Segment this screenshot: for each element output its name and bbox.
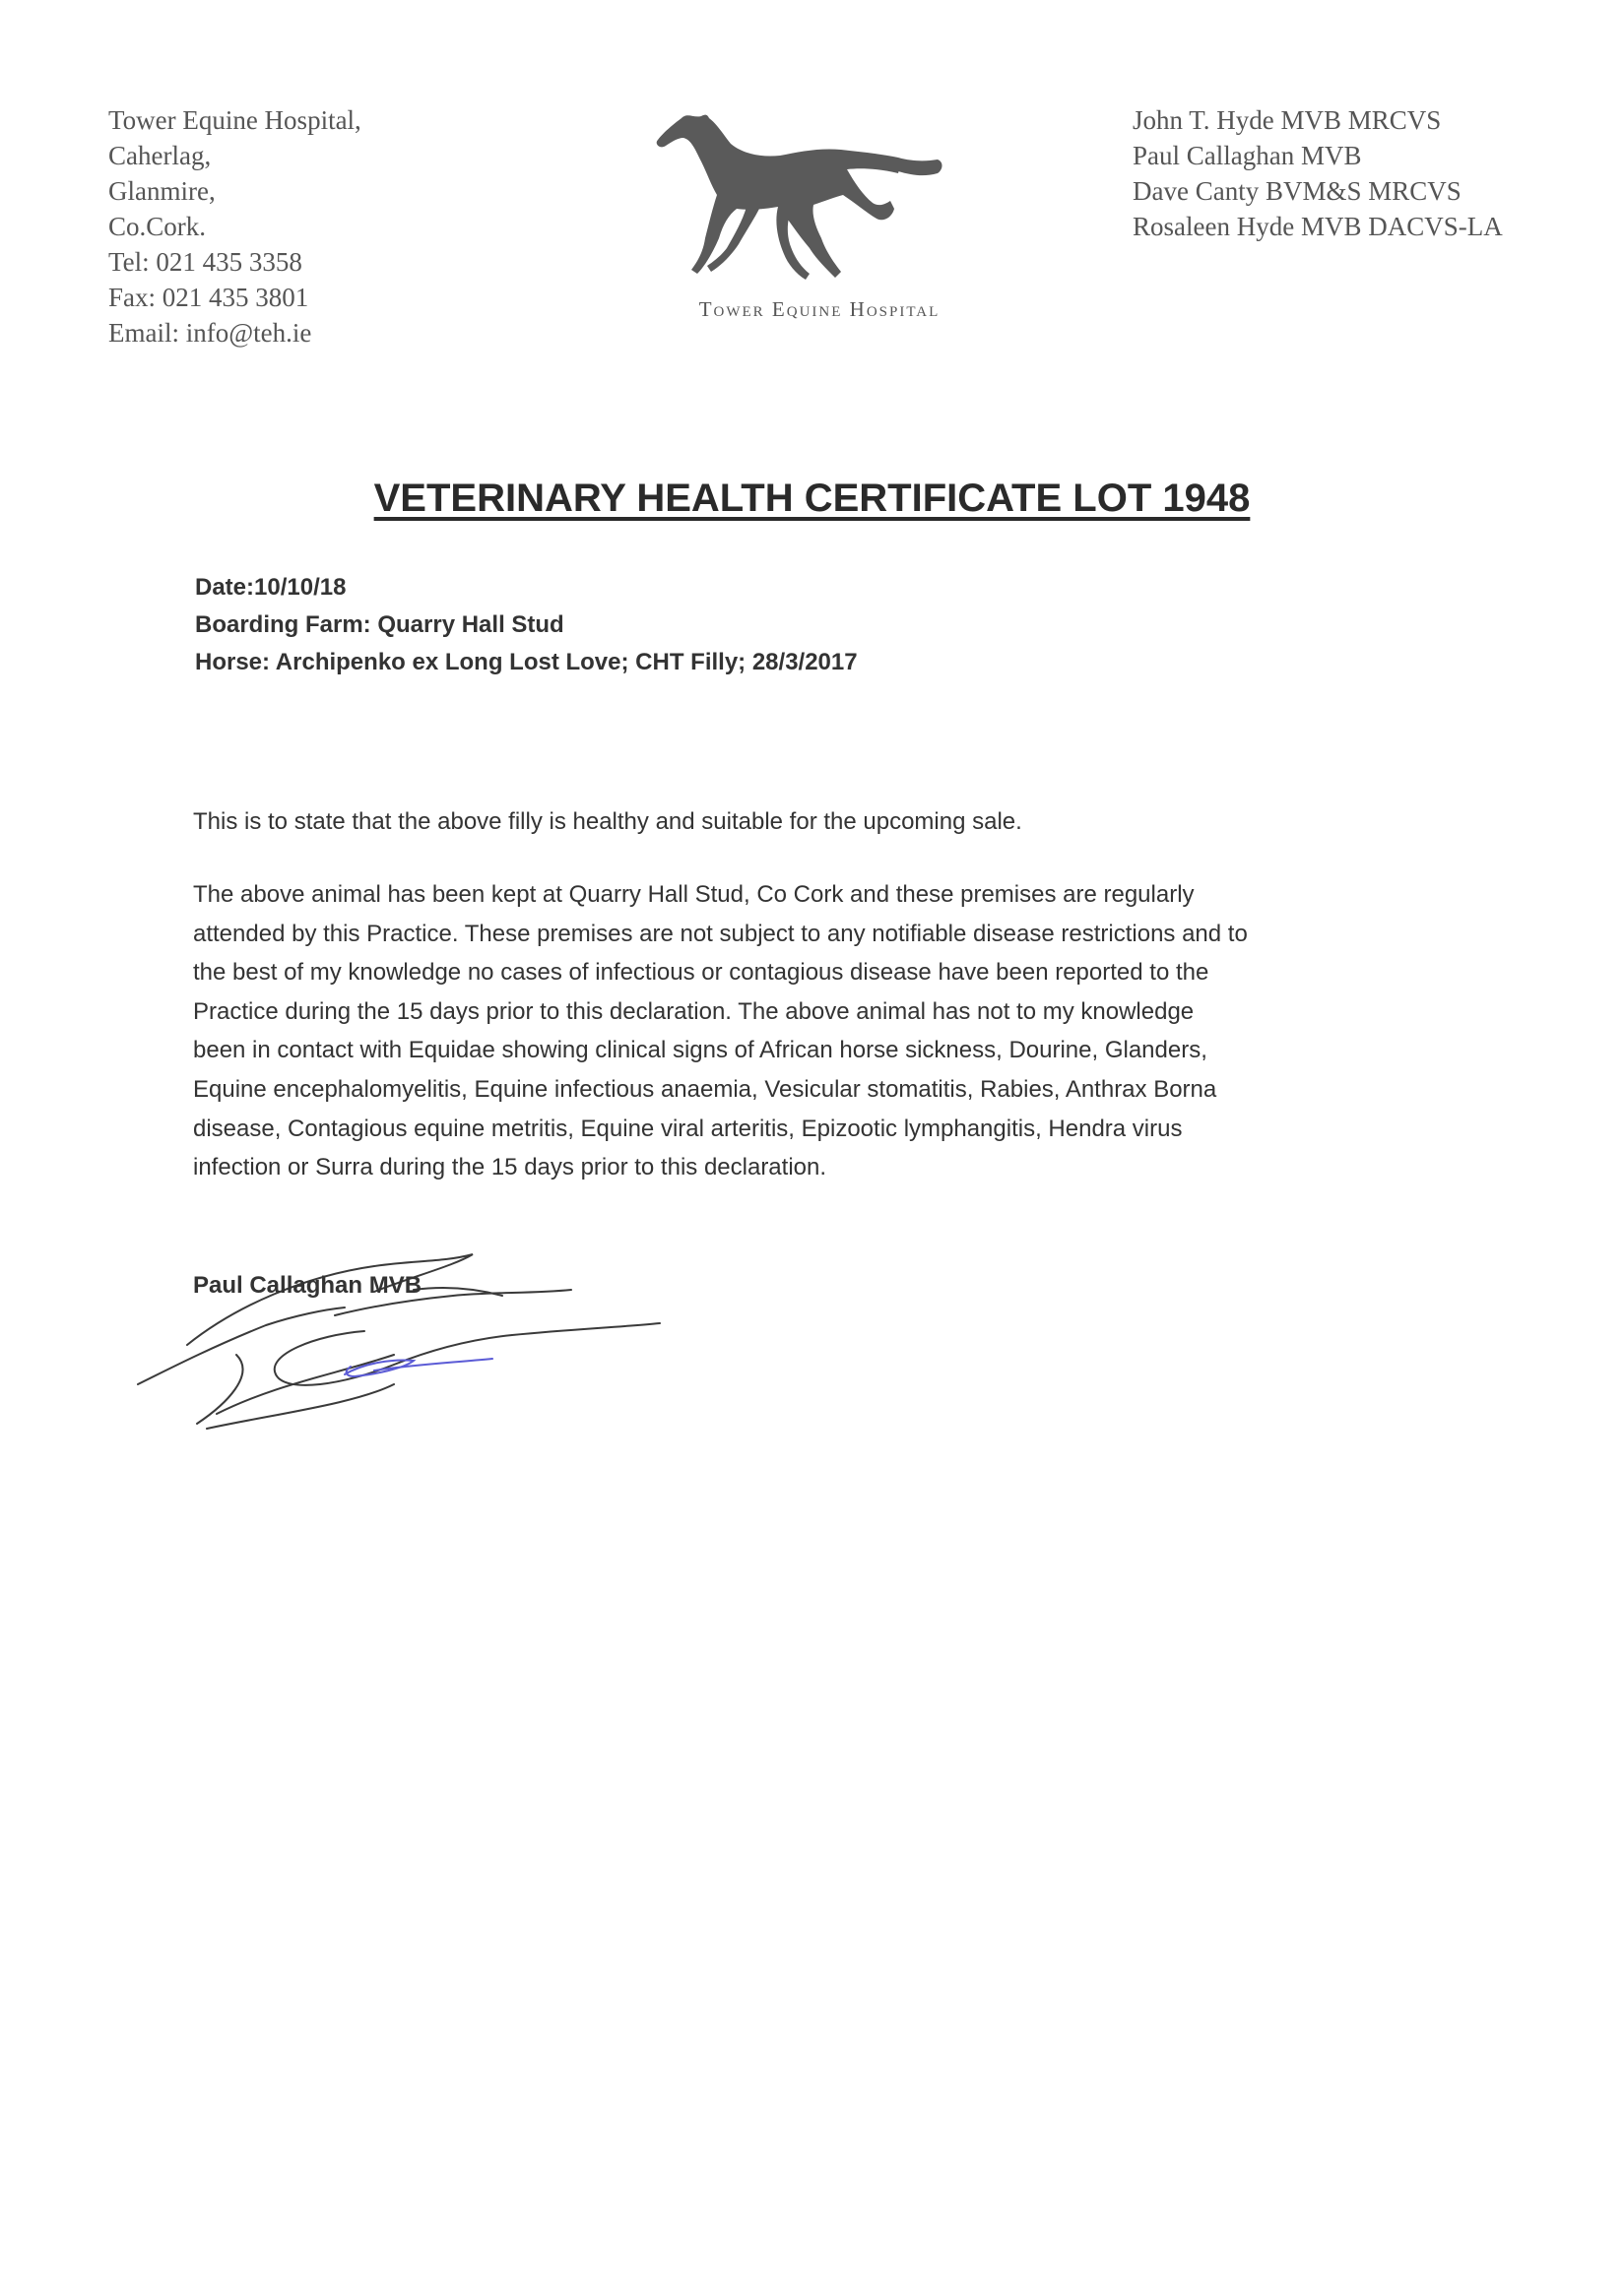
declaration-line: the best of my knowledge no cases of infectious or contagious disease have been reported to the (193, 959, 1209, 987)
detail-date: Date:10/10/18 (195, 574, 347, 601)
address-line: Glanmire, (108, 176, 216, 206)
declaration-line: attended by this Practice. These premises are not subject to any notifiable disease restrictions and to (193, 920, 1248, 947)
logo-text: Tower Equine Hospital (698, 297, 941, 321)
certificate-details (195, 569, 858, 681)
hospital-logo (652, 104, 987, 333)
declaration-line: been in contact with Equidae showing clinical signs of African horse sickness, Dourine, Glanders, (193, 1037, 1207, 1064)
veterinarian-name: Paul Callaghan MVB (1133, 141, 1362, 170)
veterinarian-name: Rosaleen Hyde MVB DACVS-LA (1133, 212, 1503, 241)
address-phone: Tel: 021 435 3358 (108, 247, 302, 277)
veterinarians-list (1133, 102, 1503, 244)
declaration-line: infection or Surra during the 15 days prior to this declaration. (193, 1154, 827, 1181)
signer-name: Paul Callaghan MVB (193, 1272, 422, 1299)
address-email: Email: info@teh.ie (108, 318, 312, 348)
galloping-horse-icon (652, 104, 987, 297)
declaration-line: Equine encephalomyelitis, Equine infectious anaemia, Vesicular stomatitis, Rabies, Anthrax Borna (193, 1075, 1217, 1103)
certificate-body (193, 802, 1473, 1187)
declaration-line: disease, Contagious equine metritis, Equine viral arteritis, Epizootic lymphangitis, Hendra virus (193, 1115, 1183, 1142)
declaration-line: The above animal has been kept at Quarry Hall Stud, Co Cork and these premises are regularly (193, 881, 1195, 908)
declaration-paragraph (193, 875, 1473, 1187)
certificate-title (0, 477, 1624, 521)
address-fax: Fax: 021 435 3801 (108, 283, 309, 312)
hospital-address (108, 102, 361, 351)
veterinarian-name: Dave Canty BVM&S MRCVS (1133, 176, 1462, 206)
handwritten-signature (118, 1237, 689, 1434)
health-statement: This is to state that the above filly is healthy and suitable for the upcoming sale. (193, 808, 1022, 835)
address-line: Caherlag, (108, 141, 212, 170)
address-line: Tower Equine Hospital, (108, 105, 361, 135)
declaration-line: Practice during the 15 days prior to this declaration. The above animal has not to my knowledge (193, 997, 1195, 1025)
certificate-title-text: VETERINARY HEALTH CERTIFICATE LOT 1948 (373, 477, 1251, 520)
veterinarian-name: John T. Hyde MVB MRCVS (1133, 105, 1442, 135)
detail-boarding-farm: Boarding Farm: Quarry Hall Stud (195, 611, 564, 638)
address-line: Co.Cork. (108, 212, 207, 241)
detail-horse: Horse: Archipenko ex Long Lost Love; CHT Filly; 28/3/2017 (195, 649, 858, 675)
